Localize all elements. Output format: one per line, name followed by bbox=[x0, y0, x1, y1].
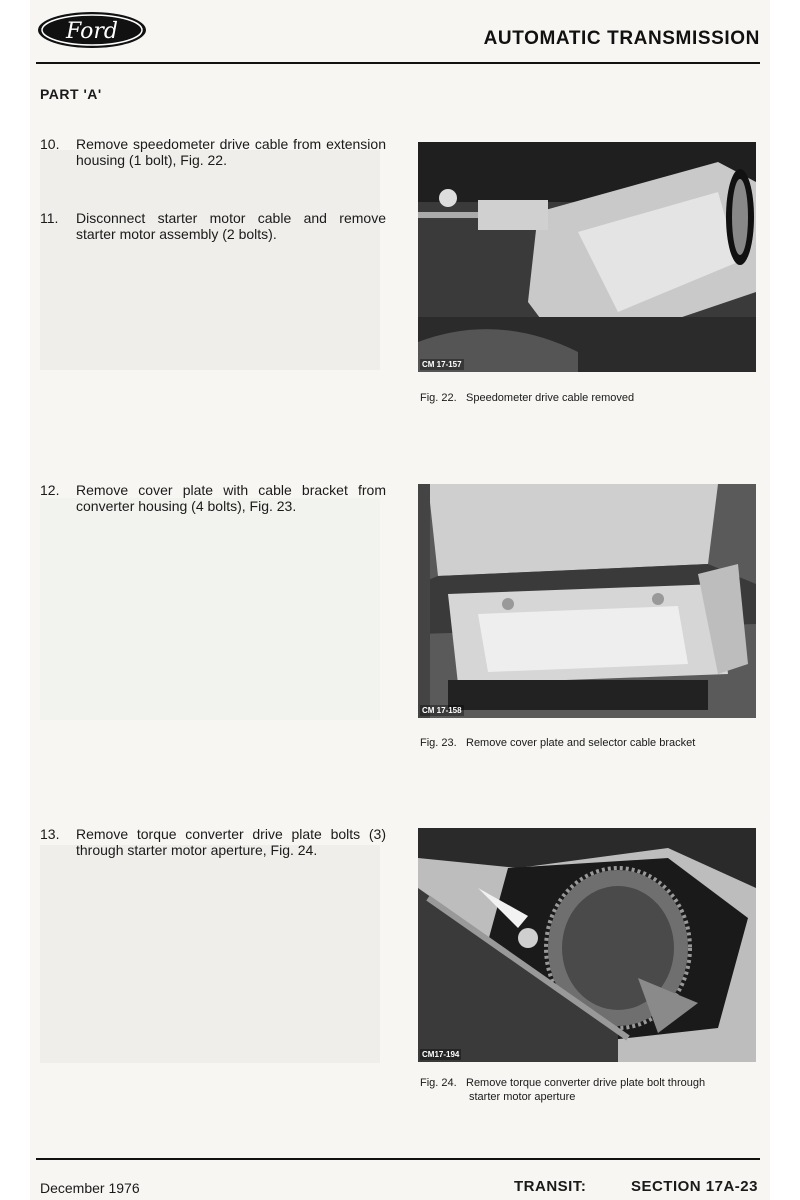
step-number: 13. bbox=[40, 826, 60, 842]
step-12 bbox=[40, 482, 386, 514]
figure-23-photo bbox=[418, 484, 756, 718]
step-number: 12. bbox=[40, 482, 60, 498]
step-text: Remove speedometer drive cable from extension housing (1 bolt), Fig. 22. bbox=[76, 136, 386, 168]
figure-24-photo bbox=[418, 828, 756, 1062]
step-text: Disconnect starter motor cable and remove starter motor assembly (2 bolts). bbox=[76, 210, 386, 242]
figure-22-photo bbox=[418, 142, 756, 372]
ford-logo bbox=[36, 10, 148, 50]
step-text: Remove torque converter drive plate bolts (3) through starter motor aperture, Fig. 24. bbox=[76, 826, 386, 858]
part-label: PART 'A' bbox=[40, 86, 102, 102]
footer-rule bbox=[36, 1158, 760, 1160]
footer-section: SECTION 17A-23 bbox=[630, 1178, 758, 1195]
step-number: 10. bbox=[40, 136, 60, 152]
ford-logo-text: Ford bbox=[66, 19, 118, 44]
caption-text: Speedometer drive cable removed bbox=[466, 392, 635, 404]
footer-model: TRANSIT: bbox=[514, 1178, 587, 1195]
figure-code: CM 17-157 bbox=[422, 360, 462, 369]
figure-24-caption bbox=[420, 1076, 760, 1104]
step-13 bbox=[40, 826, 386, 858]
figure-number: Fig. 23. bbox=[420, 737, 457, 749]
section-title: AUTOMATIC TRANSMISSION bbox=[483, 28, 760, 49]
caption-continuation: starter motor aperture bbox=[469, 1091, 576, 1103]
step-number: 11. bbox=[40, 210, 59, 226]
figure-23-caption bbox=[420, 736, 760, 750]
bleed-through-image-3 bbox=[40, 845, 380, 1063]
figure-code: CM17-194 bbox=[422, 1050, 460, 1059]
header-rule bbox=[36, 62, 760, 64]
bleed-through-image-1 bbox=[40, 150, 380, 370]
step-10 bbox=[40, 136, 386, 168]
figure-22-caption bbox=[420, 391, 760, 405]
bleed-through-image-2 bbox=[40, 498, 380, 720]
footer-date: December 1976 bbox=[40, 1180, 140, 1196]
figure-number: Fig. 24. bbox=[420, 1077, 457, 1089]
step-11 bbox=[40, 210, 386, 242]
caption-text: Remove cover plate and selector cable bracket bbox=[466, 737, 696, 749]
figure-number: Fig. 22. bbox=[420, 392, 457, 404]
figure-code: CM 17-158 bbox=[422, 706, 462, 715]
caption-text: Remove torque converter drive plate bolt through bbox=[466, 1077, 706, 1089]
step-text: Remove cover plate with cable bracket from converter housing (4 bolts), Fig. 23. bbox=[76, 482, 386, 514]
